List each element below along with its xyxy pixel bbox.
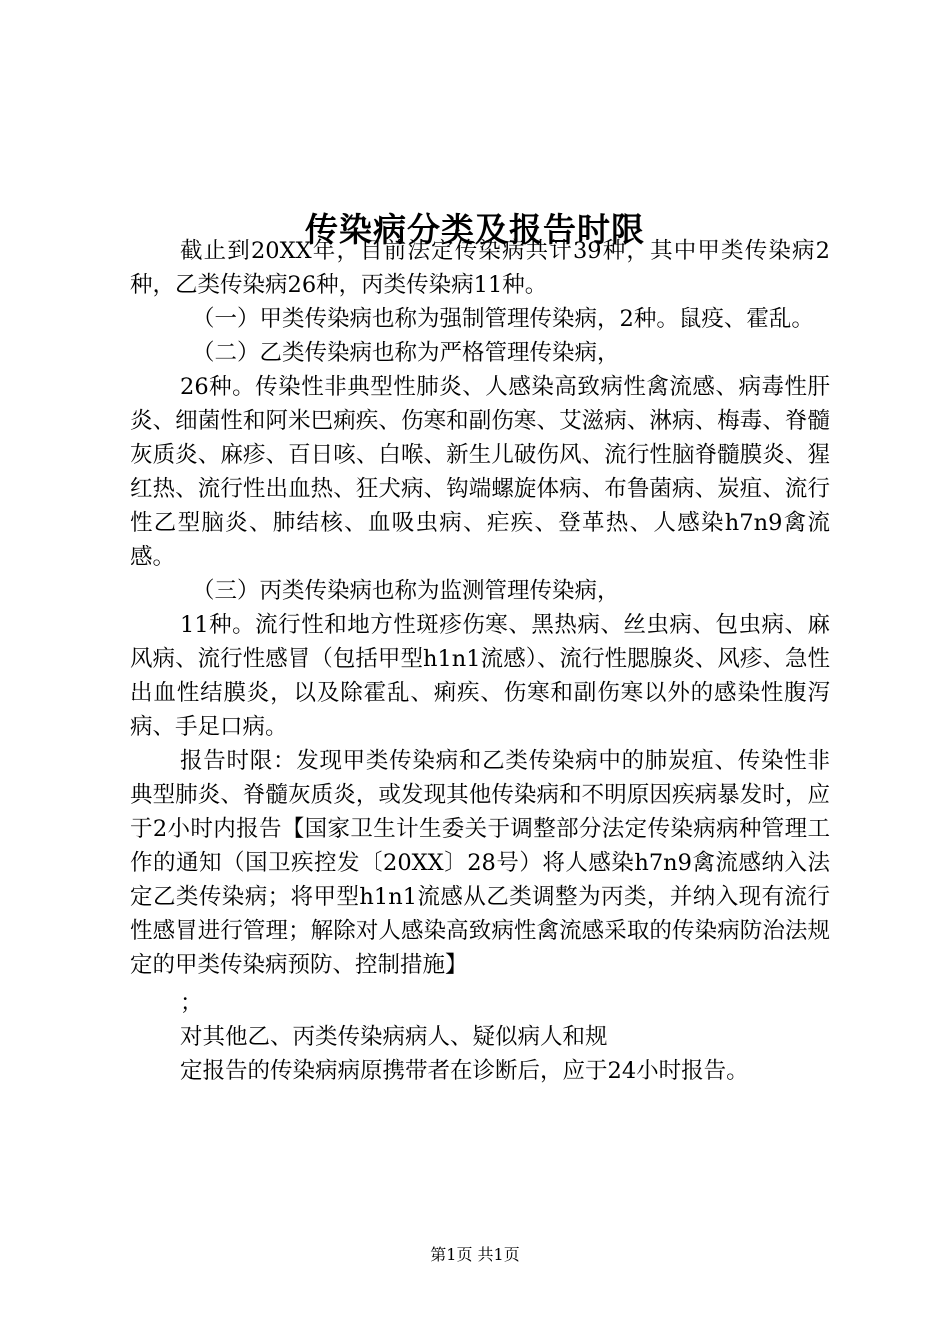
page-footer: 第1页 共1页 bbox=[430, 1245, 520, 1264]
paragraph-class-b-list: 26种。传染性非典型性肺炎、人感染高致病性禽流感、病毒性肝炎、细菌性和阿米巴痢疾、伤寒和副伤寒、艾滋病、淋病、梅毒、脊髓灰质炎、麻疹、百日咳、白喉、新生儿破伤风、流行性脑脊髓膜炎、猩红热、流行性出血热、狂犬病、钩端螺旋体病、布鲁菌病、炭疽、流行性乙型脑炎、肺结核、血吸虫病、疟疾、登革热、人感染h7n9禽流感。 bbox=[130, 374, 830, 570]
paragraph-class-b-heading: （二）乙类传染病也称为严格管理传染病， bbox=[192, 340, 620, 366]
document-title: 传染病分类及报告时限 bbox=[305, 210, 645, 250]
paragraph-class-a: （一）甲类传染病也称为强制管理传染病，2种。鼠疫、霍乱。 bbox=[192, 306, 814, 332]
paragraph-semicolon: ； bbox=[180, 990, 203, 1016]
paragraph-intro: 截止到20XX年，目前法定传染病共计39种，其中甲类传染病2种，乙类传染病26种，丙类传染病11种。 bbox=[130, 238, 830, 298]
paragraph-report-deadline: 报告时限：发现甲类传染病和乙类传染病中的肺炭疽、传染性非典型肺炎、脊髓灰质炎，或发现其他传染病和不明原因疾病暴发时，应于2小时内报告【国家卫生计生委关于调整部分法定传染病病种管理工作的通知（国卫疾控发〔20XX〕28号）将人感染h7n9禽流感纳入法定乙类传染病；将甲型h1n1流感从乙类调整为丙类，并纳入现有流行性感冒进行管理；解除对人感染高致病性禽流感采取的传染病防治法规定的甲类传染病预防、控制措施】 bbox=[130, 748, 830, 978]
paragraph-other-cases: 对其他乙、丙类传染病病人、疑似病人和规 bbox=[180, 1024, 608, 1050]
paragraph-class-c-heading: （三）丙类传染病也称为监测管理传染病， bbox=[192, 578, 620, 604]
document-body bbox=[130, 234, 830, 1088]
paragraph-class-c-list: 11种。流行性和地方性斑疹伤寒、黑热病、丝虫病、包虫病、麻风病、流行性感冒（包括甲型h1n1流感）、流行性腮腺炎、风疹、急性出血性结膜炎，以及除霍乱、痢疾、伤寒和副伤寒以外的感染性腹泻病、手足口病。 bbox=[130, 612, 830, 740]
paragraph-24h-report: 定报告的传染病病原携带者在诊断后，应于24小时报告。 bbox=[180, 1058, 749, 1084]
